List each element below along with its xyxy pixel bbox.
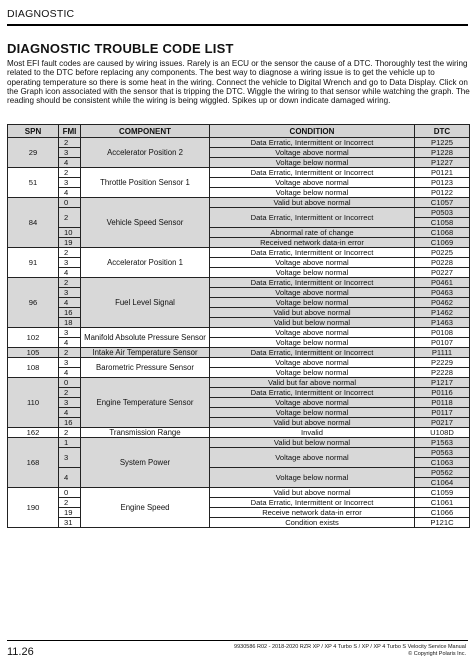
copyright-notice: © Copyright Polaris Inc. — [408, 651, 466, 657]
dtc-cell: P0563 — [415, 448, 470, 458]
dtc-cell: P1563 — [415, 438, 470, 448]
spn-group — [8, 248, 470, 278]
condition-cell: Data Erratic, Intermittent or Incorrect — [210, 278, 415, 288]
table-row — [8, 178, 470, 188]
table-row — [8, 418, 470, 428]
table-row — [8, 328, 470, 338]
condition-cell: Data Erratic, Intermittent or Incorrect — [210, 348, 415, 358]
dtc-cell: C1057 — [415, 198, 470, 208]
condition-cell: Voltage above normal — [210, 178, 415, 188]
fmi-cell: 2 — [59, 388, 81, 398]
condition-cell: Abnormal rate of change — [210, 228, 415, 238]
document-reference — [234, 644, 466, 658]
dtc-cell: P0108 — [415, 328, 470, 338]
fmi-cell: 3 — [59, 258, 81, 268]
table-row — [8, 188, 470, 198]
spn-cell: 84 — [8, 198, 59, 248]
header-rule — [7, 24, 468, 26]
spn-group — [8, 278, 470, 328]
dtc-cell: P1217 — [415, 378, 470, 388]
dtc-cell: P0107 — [415, 338, 470, 348]
condition-cell: Valid but below normal — [210, 318, 415, 328]
dtc-cell: P1225 — [415, 138, 470, 148]
component-cell: Fuel Level Signal — [81, 278, 210, 328]
table-row — [8, 308, 470, 318]
dtc-cell: C1063 — [415, 458, 470, 468]
table-row — [8, 508, 470, 518]
fmi-cell: 2 — [59, 168, 81, 178]
spn-cell: 102 — [8, 328, 59, 348]
table-row — [8, 398, 470, 408]
condition-cell: Voltage below normal — [210, 468, 415, 488]
table-row — [8, 238, 470, 248]
condition-cell: Voltage below normal — [210, 188, 415, 198]
header-dtc: DTC — [415, 125, 470, 138]
condition-cell: Valid but above normal — [210, 488, 415, 498]
fmi-cell: 0 — [59, 198, 81, 208]
condition-cell: Voltage above normal — [210, 258, 415, 268]
fmi-cell: 4 — [59, 408, 81, 418]
spn-cell: 91 — [8, 248, 59, 278]
condition-cell: Data Erratic, Intermittent or Incorrect — [210, 208, 415, 228]
condition-cell: Voltage below normal — [210, 268, 415, 278]
fmi-cell: 2 — [59, 248, 81, 258]
dtc-cell: P0503 — [415, 208, 470, 218]
dtc-cell: U108D — [415, 428, 470, 438]
spn-cell: 168 — [8, 438, 59, 488]
spn-cell: 105 — [8, 348, 59, 358]
fmi-cell: 2 — [59, 498, 81, 508]
dtc-cell: P2229 — [415, 358, 470, 368]
table-row — [8, 228, 470, 238]
spn-cell: 96 — [8, 278, 59, 328]
fmi-cell: 2 — [59, 208, 81, 228]
fmi-cell: 2 — [59, 138, 81, 148]
dtc-cell: P121C — [415, 518, 470, 528]
section-header: DIAGNOSTIC — [7, 8, 75, 20]
condition-cell: Data Erratic, Intermittent or Incorrect — [210, 168, 415, 178]
table-row — [8, 408, 470, 418]
page-number: 11.26 — [7, 646, 34, 658]
component-cell: Engine Speed — [81, 488, 210, 528]
condition-cell: Voltage above normal — [210, 288, 415, 298]
component-cell: Accelerator Position 2 — [81, 138, 210, 168]
dtc-cell: C1066 — [415, 508, 470, 518]
page-title: DIAGNOSTIC TROUBLE CODE LIST — [7, 41, 234, 56]
dtc-cell: C1069 — [415, 238, 470, 248]
condition-cell: Data Erratic, Intermittent or Incorrect — [210, 498, 415, 508]
component-cell: Throttle Position Sensor 1 — [81, 168, 210, 198]
component-cell: Manifold Absolute Pressure Sensor — [81, 328, 210, 348]
dtc-cell: C1061 — [415, 498, 470, 508]
table-row — [8, 438, 470, 448]
table-row — [8, 358, 470, 368]
table-row — [8, 368, 470, 378]
table-row — [8, 278, 470, 288]
intro-paragraph: Most EFI fault codes are caused by wiring issues. Rarely is an ECU or the sensor the cause of a DTC. Thoroughly test the wiring related to the DTC before replacing any components. The best way to diagnose a wiring issue is to get the vehicle up to operating temperature so there is some heat in the wiring. Connect the vehicle to Digital Wrench and go to Data Display. Click on the Graph icon associated with the sensor that is tripping the DTC. Wiggle the wiring to that sensor while watching the graph. The reading should be consistent while the wiring is being wiggled. Spikes up or down indicate damaged wiring. — [7, 59, 470, 106]
component-cell: Intake Air Temperature Sensor — [81, 348, 210, 358]
fmi-cell: 31 — [59, 518, 81, 528]
condition-cell: Voltage above normal — [210, 148, 415, 158]
condition-cell: Voltage above normal — [210, 448, 415, 468]
fmi-cell: 10 — [59, 228, 81, 238]
table-row — [8, 428, 470, 438]
table-row — [8, 338, 470, 348]
spn-group — [8, 138, 470, 168]
header-spn: SPN — [8, 125, 59, 138]
fmi-cell: 4 — [59, 158, 81, 168]
table-row — [8, 318, 470, 328]
dtc-cell: P0122 — [415, 188, 470, 198]
fmi-cell: 3 — [59, 328, 81, 338]
fmi-cell: 2 — [59, 278, 81, 288]
fmi-cell: 2 — [59, 348, 81, 358]
spn-cell: 110 — [8, 378, 59, 428]
condition-cell: Voltage below normal — [210, 298, 415, 308]
condition-cell: Voltage above normal — [210, 358, 415, 368]
dtc-table — [7, 124, 470, 528]
dtc-cell: C1058 — [415, 218, 470, 228]
dtc-cell: C1064 — [415, 478, 470, 488]
fmi-cell: 18 — [59, 318, 81, 328]
table-row — [8, 468, 470, 478]
condition-cell: Voltage below normal — [210, 408, 415, 418]
spn-group — [8, 488, 470, 528]
table-row — [8, 148, 470, 158]
header-component: COMPONENT — [81, 125, 210, 138]
table-row — [8, 498, 470, 508]
dtc-cell: P0121 — [415, 168, 470, 178]
table-row — [8, 208, 470, 218]
table-row — [8, 448, 470, 458]
dtc-cell: P1463 — [415, 318, 470, 328]
condition-cell: Valid but below normal — [210, 438, 415, 448]
condition-cell: Valid but above normal — [210, 418, 415, 428]
condition-cell: Valid but far above normal — [210, 378, 415, 388]
condition-cell: Data Erratic, Intermittent or Incorrect — [210, 138, 415, 148]
spn-group — [8, 168, 470, 198]
table-row — [8, 268, 470, 278]
dtc-cell: P0116 — [415, 388, 470, 398]
dtc-cell: P1462 — [415, 308, 470, 318]
fmi-cell: 4 — [59, 298, 81, 308]
fmi-cell: 3 — [59, 288, 81, 298]
spn-group — [8, 348, 470, 358]
fmi-cell: 4 — [59, 338, 81, 348]
manual-title: 9930586 R02 - 2018-2020 RZR XP / XP 4 Turbo S / XP / XP 4 Turbo S Velocity Service Manual — [234, 644, 466, 650]
fmi-cell: 4 — [59, 188, 81, 198]
table-row — [8, 248, 470, 258]
component-cell: Barometric Pressure Sensor — [81, 358, 210, 378]
spn-cell: 162 — [8, 428, 59, 438]
dtc-cell: P0123 — [415, 178, 470, 188]
fmi-cell: 4 — [59, 268, 81, 278]
dtc-cell: P0217 — [415, 418, 470, 428]
spn-cell: 190 — [8, 488, 59, 528]
table-header-row — [8, 125, 470, 138]
spn-group — [8, 438, 470, 488]
condition-cell: Voltage below normal — [210, 158, 415, 168]
dtc-cell: P0461 — [415, 278, 470, 288]
spn-group — [8, 328, 470, 348]
condition-cell: Invalid — [210, 428, 415, 438]
footer-rule — [7, 640, 468, 641]
dtc-cell: P1111 — [415, 348, 470, 358]
fmi-cell: 16 — [59, 308, 81, 318]
dtc-cell: P0462 — [415, 298, 470, 308]
component-cell: Vehicle Speed Sensor — [81, 198, 210, 248]
component-cell: Engine Temperature Sensor — [81, 378, 210, 428]
table-row — [8, 298, 470, 308]
table-row — [8, 258, 470, 268]
table-row — [8, 388, 470, 398]
table-row — [8, 488, 470, 498]
fmi-cell: 19 — [59, 508, 81, 518]
fmi-cell: 19 — [59, 238, 81, 248]
fmi-cell: 4 — [59, 368, 81, 378]
condition-cell: Valid but above normal — [210, 308, 415, 318]
condition-cell: Valid but above normal — [210, 198, 415, 208]
table-row — [8, 168, 470, 178]
dtc-cell: P0562 — [415, 468, 470, 478]
dtc-cell: P2228 — [415, 368, 470, 378]
dtc-cell: P0227 — [415, 268, 470, 278]
spn-cell: 108 — [8, 358, 59, 378]
condition-cell: Data Erratic, Intermittent or Incorrect — [210, 388, 415, 398]
dtc-cell: P0228 — [415, 258, 470, 268]
component-cell: Accelerator Position 1 — [81, 248, 210, 278]
spn-cell: 29 — [8, 138, 59, 168]
spn-group — [8, 358, 470, 378]
table-row — [8, 198, 470, 208]
dtc-cell: P0117 — [415, 408, 470, 418]
component-cell: System Power — [81, 438, 210, 488]
condition-cell: Data Erratic, Intermittent or Incorrect — [210, 248, 415, 258]
fmi-cell: 3 — [59, 178, 81, 188]
header-fmi: FMI — [59, 125, 81, 138]
dtc-cell: P0118 — [415, 398, 470, 408]
table-row — [8, 518, 470, 528]
table-row — [8, 288, 470, 298]
fmi-cell: 3 — [59, 148, 81, 158]
condition-cell: Voltage above normal — [210, 328, 415, 338]
fmi-cell: 4 — [59, 468, 81, 488]
dtc-cell: C1068 — [415, 228, 470, 238]
condition-cell: Voltage below normal — [210, 368, 415, 378]
dtc-cell: P0225 — [415, 248, 470, 258]
spn-group — [8, 378, 470, 428]
fmi-cell: 3 — [59, 358, 81, 368]
spn-group — [8, 428, 470, 438]
dtc-cell: P1227 — [415, 158, 470, 168]
condition-cell: Voltage above normal — [210, 398, 415, 408]
fmi-cell: 2 — [59, 428, 81, 438]
table-row — [8, 138, 470, 148]
condition-cell: Voltage below normal — [210, 338, 415, 348]
fmi-cell: 0 — [59, 378, 81, 388]
table-row — [8, 158, 470, 168]
fmi-cell: 1 — [59, 438, 81, 448]
condition-cell: Condition exists — [210, 518, 415, 528]
fmi-cell: 16 — [59, 418, 81, 428]
condition-cell: Received network data-in error — [210, 238, 415, 248]
fmi-cell: 3 — [59, 448, 81, 468]
table-row — [8, 378, 470, 388]
spn-group — [8, 198, 470, 248]
fmi-cell: 0 — [59, 488, 81, 498]
table-row — [8, 348, 470, 358]
dtc-cell: P1228 — [415, 148, 470, 158]
condition-cell: Receive network data-in error — [210, 508, 415, 518]
component-cell: Transmission Range — [81, 428, 210, 438]
dtc-cell: P0463 — [415, 288, 470, 298]
header-condition: CONDITION — [210, 125, 415, 138]
fmi-cell: 3 — [59, 398, 81, 408]
spn-cell: 51 — [8, 168, 59, 198]
dtc-cell: C1059 — [415, 488, 470, 498]
